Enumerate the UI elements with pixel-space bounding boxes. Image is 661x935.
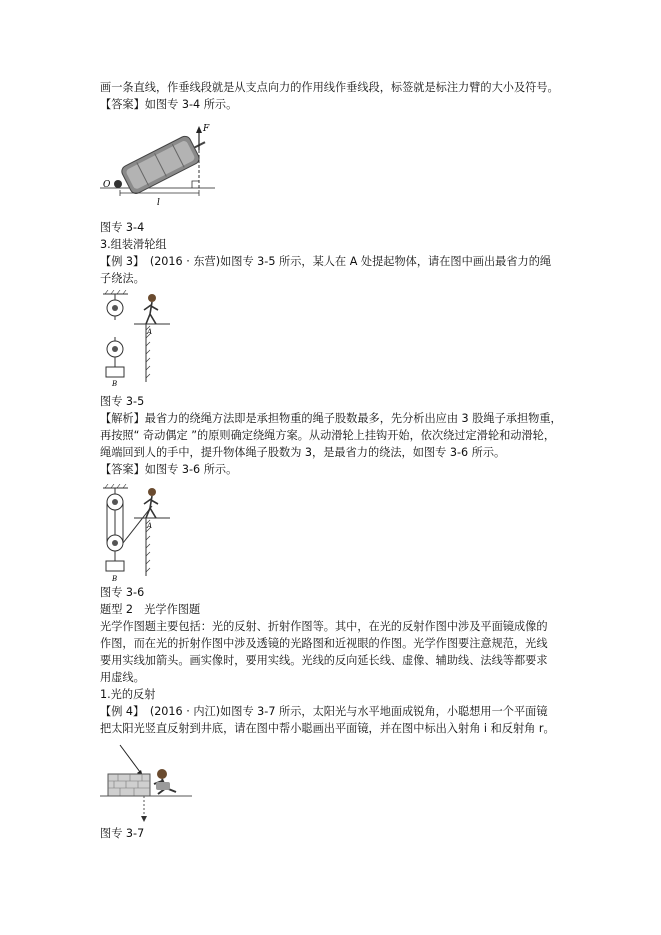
body-line: 要用实线加箭头。画实像时，要用实线。光线的反向延长线、虚像、辅助线、法线等都要求 <box>100 654 548 667</box>
pivot-label: O <box>103 180 111 190</box>
object-b-label: B <box>112 575 118 582</box>
example-line: 把太阳光竖直反射到井底，请在图中帮小聪画出平面镜，并在图中标出入射角 i 和反射角 r。 <box>100 722 555 735</box>
point-a-label: A <box>147 328 153 336</box>
example-line: 子绕法。 <box>100 272 145 285</box>
figure-3-4 <box>100 122 230 212</box>
section-heading: 3.组装滑轮组 <box>100 238 167 251</box>
figure-3-6 <box>100 484 180 582</box>
figure-3-7 <box>100 742 200 827</box>
answer-line: 【答案】如图专 3-4 所示。 <box>100 98 238 111</box>
figure-3-5 <box>100 290 180 386</box>
body-line: 用虚线。 <box>100 671 145 684</box>
section-heading: 1.光的反射 <box>100 688 156 701</box>
analysis-line: 绳端回到人的手中，提升物体绳子股数为 3，是最省力的绕法，如图专 3-6 所示。 <box>100 446 506 459</box>
arm-label: l <box>157 198 160 208</box>
body-line: 光学作图题主要包括：光的反射、折射作图等。其中，在光的反射作图中涉及平面镜成像的 <box>100 620 548 633</box>
section-heading: 题型 2 光学作图题 <box>100 603 201 616</box>
text-line: 画一条直线，作垂线段就是从支点向力的作用线作垂线段，标签就是标注力臂的大小及符号。 <box>100 81 559 94</box>
answer-line: 【答案】如图专 3-6 所示。 <box>100 463 238 476</box>
figure-caption: 图专 3-5 <box>100 395 145 408</box>
analysis-line: 再按照“ 奇动偶定 ”的原则确定绕绳方案。从动滑轮上挂钩开始，依次绕过定滑轮和动滑轮， <box>100 429 556 442</box>
analysis-line: 【解析】最省力的绕绳方法即是承担物重的绳子股数最多，先分析出应由 3 股绳子承担物重， <box>100 412 562 425</box>
example-line: 【例 3】 (2016 · 东营)如图专 3-5 所示，某人在 A 处提起物体，请在图中画出最省力的绳 <box>100 255 552 268</box>
figure-caption: 图专 3-4 <box>100 221 145 234</box>
example-line: 【例 4】 (2016 · 内江)如图专 3-7 所示，太阳光与水平地面成锐角，小聪想用一个平面镜 <box>100 705 548 718</box>
point-a-label: A <box>147 522 153 530</box>
figure-caption: 图专 3-6 <box>100 586 145 599</box>
force-label: F <box>203 124 210 134</box>
figure-caption: 图专 3-7 <box>100 827 145 840</box>
body-line: 作图，而在光的折射作图中涉及透镜的光路图和近视眼的作图。光学作图要注意规范，光线 <box>100 637 548 650</box>
object-b-label: B <box>112 380 118 386</box>
